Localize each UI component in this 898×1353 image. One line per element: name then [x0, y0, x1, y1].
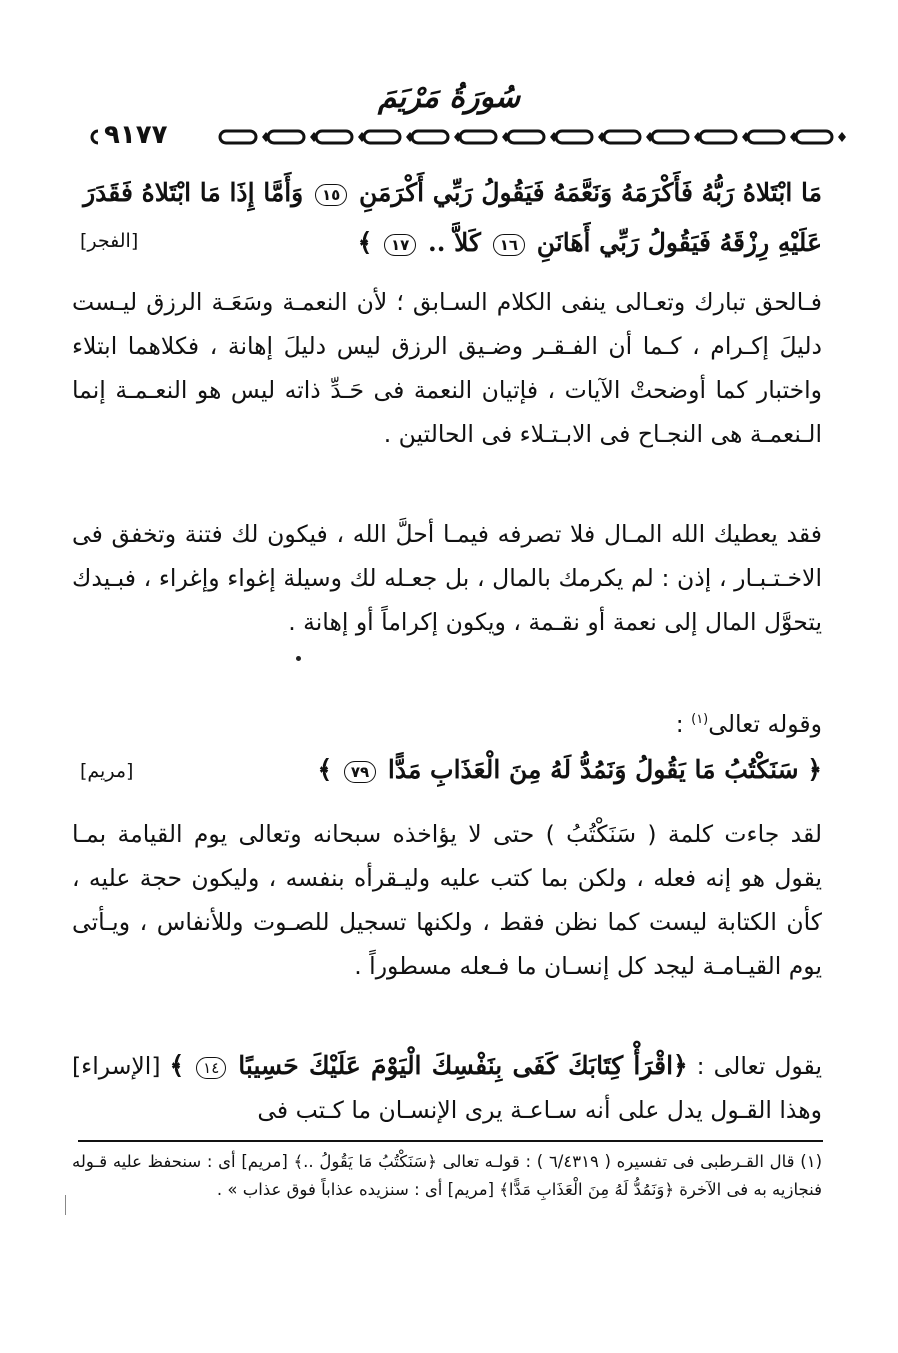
margin-mark	[65, 1195, 66, 1215]
sura-title: سُورَةُ مَرْيَمَ	[377, 80, 521, 115]
footnote-separator	[78, 1140, 823, 1142]
surah-reference: [الإسراء]	[72, 1052, 161, 1080]
header-ornament-border	[90, 126, 850, 148]
footnote-marker: (١)	[691, 712, 709, 727]
paragraph: فقد يعطيك الله المـال فلا تصرفه فيمـا أحلَّ الله ، فيكون لك فتنة وتخفق فى الاخـتـبـار ، إذن : لم يكرمك بالمال ، بل جعـله لك وسيلة إغواء وإغراء ، فبـيدك يتحوَّل المال إلى نعمة أو نقـمة ، ويكون إكراماً أو إهانة .	[72, 520, 822, 636]
paragraph: فـالحق تبارك وتعـالى ينفى الكلام السـابق ؛ لأن النعمـة وسَعَـة الرزق ليـست دليلَ إكـرام ، كـما أن الفـقـر وضـيق الرزق ليس دليلَ إهانة ، فكلاهما ابتلاء واختبار كما أوضحتْ الآيات ، فإتيان النعمة فى حَـدِّ ذاته ليس هو النعـمـة إنما الـنعمـة هى النجـاح فى الابـتـلاء فى الحالتين .	[72, 288, 822, 448]
ayah-number-marker: ١٤	[196, 1057, 226, 1079]
ayah-number-marker: ١٦	[493, 234, 525, 256]
ayah-number-marker: ٧٩	[344, 761, 376, 783]
stray-dot	[296, 656, 301, 661]
verse-block-maryam: ﴿ سَنَكْتُبُ مَا يَقُولُ وَنَمُدُّ لَهُ مِنَ الْعَذَابِ مَدًّا ٧٩ ﴾	[317, 755, 822, 784]
footnote: (١) قال القـرطبى فى تفسيره ( ٦/٤٣١٩ ) : قولـه تعالى ﴿سَنَكْتُبُ مَا يَقُولُ ..﴾ [مريم] أى : سنحفظ عليه قـوله فنجازيه به فى الآخرة ﴿وَنَمُدُّ لَهُ مِنَ الْعَذَابِ مَدًّا﴾ [مريم] أى : سنزيده عذاباً فوق عذاب » .	[72, 1152, 822, 1199]
paragraph: لقد جاءت كلمة ( سَنَكْتُبُ ) حتى لا يؤاخذه سبحانه وتعالى يوم القيامة بمـا يقول هو إنه فعله ، ولكن بما كتب عليه وليـقرأه بنفسه ، وليكون حجة عليه ، كأن الكتابة ليست كما نظن فقط ، ولكنها تسجيل للصـوت وللأنفاس ، ويـأتى يوم القيـامـة ليجد كل إنسـان ما فـعله مسطوراً .	[72, 820, 822, 980]
verse-block-fajr	[72, 168, 822, 268]
page-number: ٩١٧٧	[98, 120, 173, 150]
verse-line: مَا ابْتَلاهُ رَبُّهُ فَأَكْرَمَهُ وَنَعَّمَهُ فَيَقُولُ رَبِّي أَكْرَمَنِ ١٥ وَأَمَّا إِذَا مَا ابْتَلاهُ فَقَدَرَ	[83, 178, 822, 207]
verse-line: عَلَيْهِ رِزْقَهُ فَيَقُولُ رَبِّي أَهَانَنِ ١٦ كَلاَّ .. ١٧ ﴾	[357, 228, 822, 257]
surah-reference: [مريم]	[80, 760, 134, 782]
verse-intro: وقوله تعالى$^{(١)}$ :	[675, 709, 822, 738]
ayah-number-marker: ١٥	[315, 184, 347, 206]
paragraph: يقول تعالى : ﴿اقْرَأْ كِتَابَكَ كَفَى بِنَفْسِكَ الْيَوْمَ عَلَيْكَ حَسِيبًا ١٤ ﴾ [الإسراء] وهذا القـول يدل على أنه سـاعـة يرى الإنسـان ما كـتب فى	[72, 1051, 822, 1124]
surah-reference: [الفجر]	[80, 230, 139, 252]
ayah-number-marker: ١٧	[384, 234, 416, 256]
